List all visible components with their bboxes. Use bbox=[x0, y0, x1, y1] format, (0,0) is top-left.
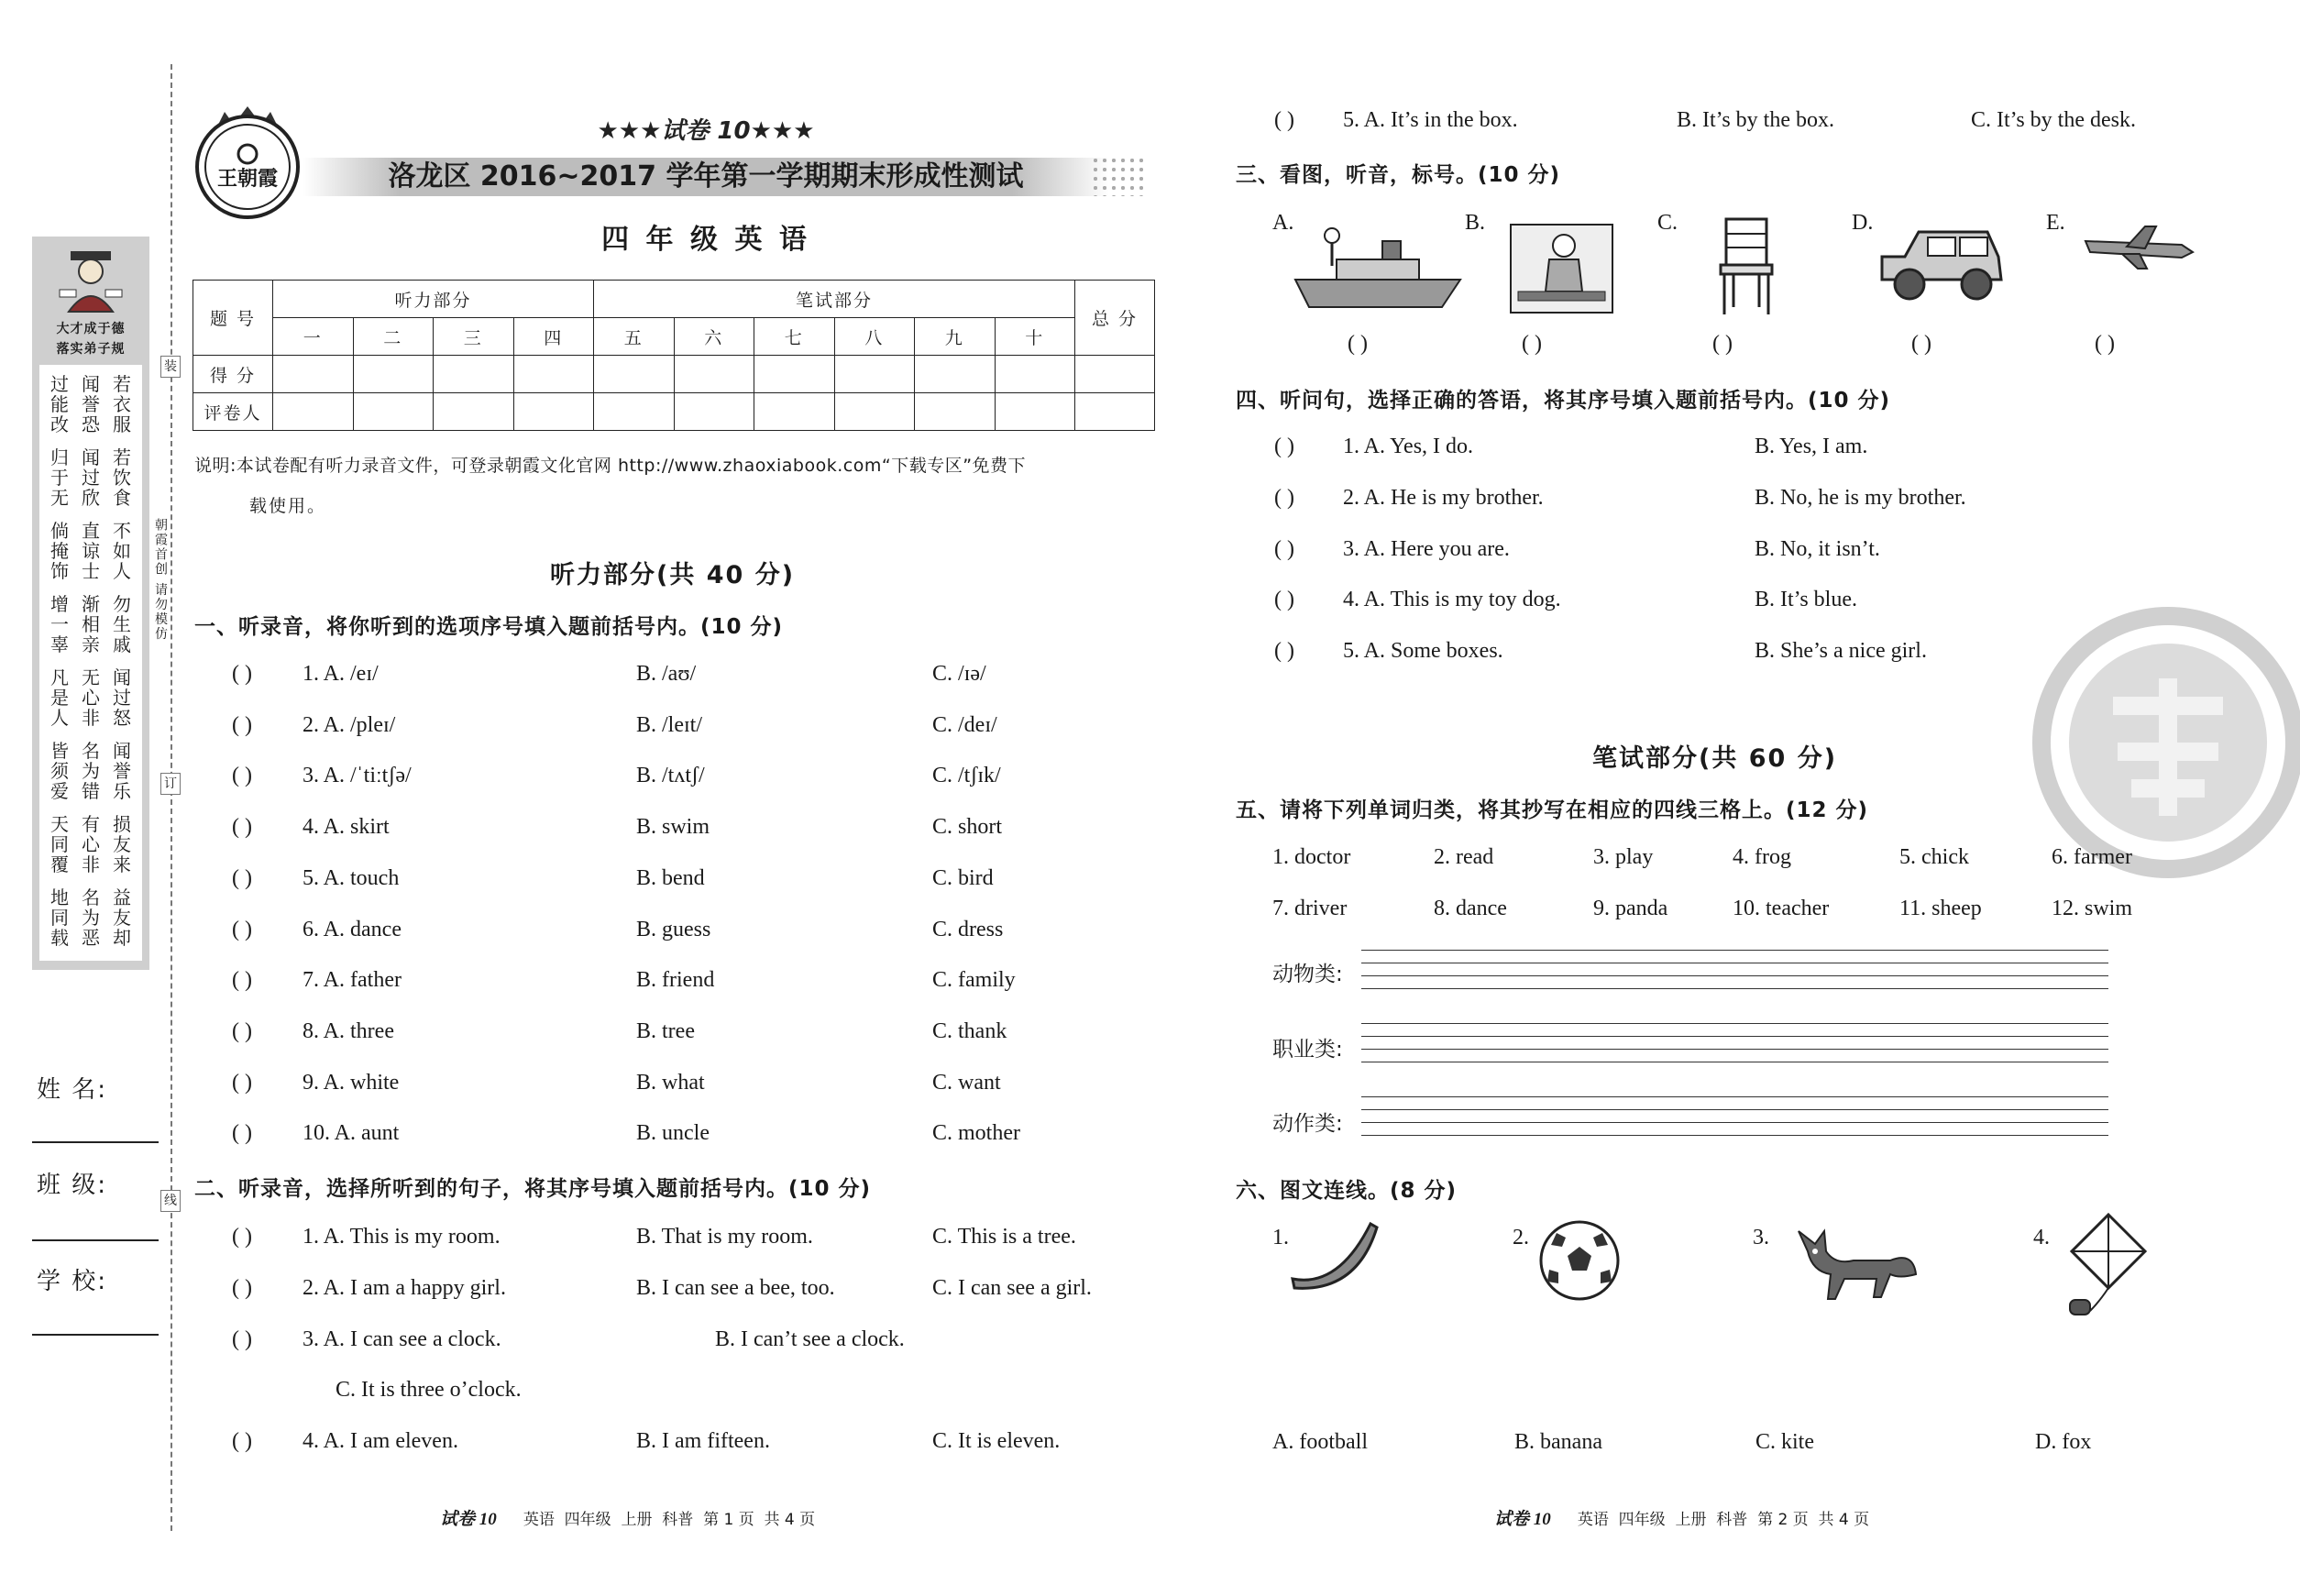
writing-part-label: 笔试部分 bbox=[594, 281, 1075, 318]
grader-cell[interactable] bbox=[353, 393, 434, 431]
subject-title: 四 年 级 英 语 bbox=[601, 224, 810, 256]
listening-header: 听力部分(共 40 分) bbox=[550, 561, 796, 589]
cut-mark-2 bbox=[160, 773, 181, 795]
s1-option-b: B. tree bbox=[636, 1019, 695, 1043]
s4-option-a: 4. A. This is my toy dog. bbox=[1343, 588, 1561, 611]
section3-title: 三、看图，听音，标号。(10 分) bbox=[1236, 163, 1561, 187]
motto-column: 凡是人 bbox=[50, 666, 69, 729]
scholar-figure bbox=[58, 249, 124, 314]
cut-mark-3 bbox=[160, 1190, 181, 1212]
motto-column: 天同覆 bbox=[50, 813, 69, 875]
category-jobs: 职业类: bbox=[1272, 1038, 1343, 1062]
s1-paren[interactable]: ( ) bbox=[232, 764, 252, 787]
s1-option-a: 9. A. white bbox=[303, 1071, 400, 1095]
grader-cell[interactable] bbox=[995, 393, 1075, 431]
s1-option-c: C. mother bbox=[932, 1121, 1020, 1145]
school-field[interactable] bbox=[32, 1334, 159, 1336]
motto-column: 名为错 bbox=[82, 740, 100, 802]
seal-note: 朝霞首创 请勿模仿 bbox=[153, 518, 168, 642]
s5-word: 11. sheep bbox=[1899, 897, 1982, 920]
col-header: 九 bbox=[915, 318, 996, 356]
col-header: 六 bbox=[674, 318, 754, 356]
s1-option-c: C. family bbox=[932, 968, 1016, 992]
writing-line[interactable] bbox=[1361, 1122, 2108, 1123]
score-cell[interactable] bbox=[273, 356, 354, 393]
cut-mark-text: 线 bbox=[164, 1194, 177, 1208]
plane-picture bbox=[2081, 225, 2195, 270]
col-header: 五 bbox=[594, 318, 675, 356]
score-cell[interactable] bbox=[1075, 356, 1155, 393]
s1-option-a: 5. A. touch bbox=[303, 866, 400, 890]
s4-option-b: B. No, he is my brother. bbox=[1755, 486, 1966, 510]
s1-paren[interactable]: ( ) bbox=[232, 815, 252, 839]
banner-line-1: 大才成于德 bbox=[56, 322, 126, 336]
s3-paren-e[interactable]: ( ) bbox=[2095, 332, 2115, 356]
s2-option-b-3: B. I can’t see a clock. bbox=[715, 1327, 905, 1351]
score-cell[interactable] bbox=[915, 356, 996, 393]
s2-option-c-4: C. It is eleven. bbox=[932, 1429, 1061, 1453]
s4-paren[interactable]: ( ) bbox=[1274, 588, 1294, 611]
score-cell[interactable] bbox=[594, 356, 675, 393]
s1-paren[interactable]: ( ) bbox=[232, 713, 252, 737]
s4-option-b: B. Yes, I am. bbox=[1755, 435, 1868, 458]
s2-option-b-2: B. I can see a bee, too. bbox=[636, 1276, 835, 1300]
s1-paren[interactable]: ( ) bbox=[232, 1071, 252, 1095]
s3-paren-c[interactable]: ( ) bbox=[1712, 332, 1733, 356]
col-header: 二 bbox=[353, 318, 434, 356]
footer-text: 英语 四年级 上册 科普 第 2 页 共 4 页 bbox=[1577, 1511, 1870, 1529]
s2-option-c-1: C. This is a tree. bbox=[932, 1225, 1076, 1249]
s1-option-c: C. want bbox=[932, 1071, 1001, 1095]
writing-line[interactable] bbox=[1361, 988, 2108, 989]
motto-column: 益友却 bbox=[113, 886, 131, 949]
s1-paren[interactable]: ( ) bbox=[232, 918, 252, 941]
s1-option-b: B. uncle bbox=[636, 1121, 710, 1145]
s6-number-4: 4. bbox=[2033, 1226, 2050, 1249]
s1-option-a: 7. A. father bbox=[303, 968, 402, 992]
teacher-picture bbox=[1509, 223, 1614, 314]
cut-mark-text: 装 bbox=[164, 359, 177, 374]
s4-option-b: B. It’s blue. bbox=[1755, 588, 1857, 611]
s5-word: 9. panda bbox=[1593, 897, 1668, 920]
s3-label-a: A. bbox=[1272, 211, 1294, 235]
s5-word: 5. chick bbox=[1899, 845, 1969, 869]
s6-word-d: D. fox bbox=[2035, 1430, 2092, 1454]
writing-line[interactable] bbox=[1361, 1096, 2108, 1097]
motto-column: 过能改 bbox=[50, 373, 69, 435]
logo-emblem bbox=[188, 103, 307, 222]
motto-column: 勿生戚 bbox=[113, 593, 131, 655]
s6-number-3: 3. bbox=[1753, 1226, 1769, 1249]
s3-paren-a[interactable]: ( ) bbox=[1348, 332, 1368, 356]
motto-column: 归于无 bbox=[50, 446, 69, 509]
s5-word: 8. dance bbox=[1434, 897, 1507, 920]
s2-option-c-5: C. It’s by the desk. bbox=[1971, 108, 2136, 132]
motto-column: 若衣服 bbox=[113, 373, 131, 435]
s6-word-c: C. kite bbox=[1755, 1430, 1814, 1454]
s1-paren[interactable]: ( ) bbox=[232, 1019, 252, 1043]
s4-option-a: 2. A. He is my brother. bbox=[1343, 486, 1544, 510]
motto-column: 增一辜 bbox=[50, 593, 69, 655]
s1-option-b: B. guess bbox=[636, 918, 711, 941]
s5-word: 12. swim bbox=[2052, 897, 2133, 920]
banner-line-2: 落实弟子规 bbox=[56, 342, 126, 357]
s5-word: 4. frog bbox=[1733, 845, 1791, 869]
s1-option-b: B. bend bbox=[636, 866, 705, 890]
s4-option-b: B. She’s a nice girl. bbox=[1755, 639, 1927, 663]
car-picture bbox=[1877, 225, 2006, 303]
s2-option-c-2: C. I can see a girl. bbox=[932, 1276, 1092, 1300]
score-cell[interactable] bbox=[513, 356, 594, 393]
motto-column: 倘掩饰 bbox=[50, 520, 69, 582]
s2-option-b-1: B. That is my room. bbox=[636, 1225, 813, 1249]
s1-option-a: 6. A. dance bbox=[303, 918, 402, 941]
name-field[interactable] bbox=[32, 1141, 159, 1143]
s2-option-a-1: 1. A. This is my room. bbox=[303, 1225, 501, 1249]
s1-option-b: B. /tʌtʃ/ bbox=[636, 764, 705, 787]
motto-column: 直谅士 bbox=[82, 520, 100, 582]
s1-option-b: B. /leɪt/ bbox=[636, 713, 702, 737]
category-actions: 动作类: bbox=[1272, 1112, 1343, 1136]
s3-label-e: E. bbox=[2046, 211, 2065, 235]
writing-line[interactable] bbox=[1361, 975, 2108, 976]
s4-paren[interactable]: ( ) bbox=[1274, 486, 1294, 510]
logo-text: 王朝霞 bbox=[216, 168, 278, 191]
footer-left bbox=[440, 1505, 815, 1530]
grader-cell[interactable] bbox=[513, 393, 594, 431]
s1-option-b: B. what bbox=[636, 1071, 705, 1095]
s2-option-c-3: C. It is three o’clock. bbox=[336, 1378, 522, 1402]
s5-word: 3. play bbox=[1593, 845, 1654, 869]
s1-option-a: 1. A. /eɪ/ bbox=[303, 662, 379, 686]
s6-number-2: 2. bbox=[1513, 1226, 1529, 1249]
school-label: 学 校: bbox=[37, 1268, 108, 1295]
grader-cell[interactable] bbox=[754, 393, 835, 431]
s4-option-a: 1. A. Yes, I do. bbox=[1343, 435, 1474, 458]
footer-text: 英语 四年级 上册 科普 第 1 页 共 4 页 bbox=[523, 1511, 816, 1529]
motto-column: 闻过怒 bbox=[113, 666, 131, 729]
s4-paren[interactable]: ( ) bbox=[1274, 435, 1294, 458]
dashed-cut-line bbox=[171, 64, 172, 1531]
s1-option-a: 10. A. aunt bbox=[303, 1121, 400, 1145]
banana-picture bbox=[1283, 1215, 1384, 1297]
s1-option-a: 3. A. /ˈtiːtʃə/ bbox=[303, 764, 412, 787]
s2-option-a-2: 2. A. I am a happy girl. bbox=[303, 1276, 506, 1300]
motto-column: 闻过欣 bbox=[82, 446, 100, 509]
s1-option-a: 4. A. skirt bbox=[303, 815, 390, 839]
s6-word-b: B. banana bbox=[1514, 1430, 1602, 1454]
chair-picture bbox=[1717, 215, 1777, 318]
s1-option-c: C. short bbox=[932, 815, 1003, 839]
s3-label-b: B. bbox=[1465, 211, 1486, 235]
writing-line[interactable] bbox=[1361, 1036, 2108, 1037]
s2-option-a-4: 4. A. I am eleven. bbox=[303, 1429, 458, 1453]
s1-option-a: 2. A. /pleɪ/ bbox=[303, 713, 396, 737]
s2-paren-3[interactable]: ( ) bbox=[232, 1327, 252, 1351]
s1-option-c: C. /tʃɪk/ bbox=[932, 764, 1001, 787]
row-label-score: 得 分 bbox=[193, 356, 273, 393]
kite-picture bbox=[2053, 1210, 2163, 1320]
s1-option-b: B. friend bbox=[636, 968, 715, 992]
col-header: 八 bbox=[834, 318, 915, 356]
score-cell[interactable] bbox=[834, 356, 915, 393]
s3-label-d: D. bbox=[1852, 211, 1874, 235]
motto-column: 有心非 bbox=[82, 813, 100, 875]
score-cell[interactable] bbox=[754, 356, 835, 393]
s4-option-a: 5. A. Some boxes. bbox=[1343, 639, 1503, 663]
grader-cell[interactable] bbox=[674, 393, 754, 431]
name-label: 姓 名: bbox=[37, 1076, 108, 1104]
section5-title: 五、请将下列单词归类，将其抄写在相应的四线三格上。(12 分) bbox=[1236, 798, 1869, 822]
s3-label-c: C. bbox=[1657, 211, 1678, 235]
s2-paren-1[interactable]: ( ) bbox=[232, 1225, 252, 1249]
section2-title: 二、听录音，选择所听到的句子，将其序号填入题前括号内。(10 分) bbox=[194, 1177, 872, 1201]
motto-column: 地同载 bbox=[50, 886, 69, 949]
row-label-grader: 评卷人 bbox=[193, 393, 273, 431]
paper-badge: ★★★试卷 10★★★ bbox=[597, 117, 815, 145]
s1-paren[interactable]: ( ) bbox=[232, 968, 252, 992]
s1-option-c: C. /ɪə/ bbox=[932, 662, 986, 686]
col-header: 三 bbox=[434, 318, 514, 356]
s1-option-c: C. dress bbox=[932, 918, 1004, 941]
note-line-2: 载使用。 bbox=[249, 496, 327, 516]
col-header: 十 bbox=[995, 318, 1075, 356]
score-cell[interactable] bbox=[434, 356, 514, 393]
score-cell[interactable] bbox=[995, 356, 1075, 393]
s4-paren[interactable]: ( ) bbox=[1274, 537, 1294, 561]
motto-column: 无心非 bbox=[82, 666, 100, 729]
total-label: 总 分 bbox=[1075, 281, 1155, 356]
listening-part-label: 听力部分 bbox=[273, 281, 594, 318]
s5-word: 10. teacher bbox=[1733, 897, 1830, 920]
s1-option-b: B. swim bbox=[636, 815, 710, 839]
s6-word-a: A. football bbox=[1272, 1430, 1368, 1454]
motto-column: 损友来 bbox=[113, 813, 131, 875]
footer-right bbox=[1494, 1505, 1869, 1530]
motto-column: 名为恶 bbox=[82, 886, 100, 949]
writing-line[interactable] bbox=[1361, 1135, 2108, 1136]
s5-word: 2. read bbox=[1434, 845, 1494, 869]
s6-number-1: 1. bbox=[1272, 1226, 1289, 1249]
writing-line[interactable] bbox=[1361, 1049, 2108, 1050]
grader-cell[interactable] bbox=[1075, 393, 1155, 431]
grader-cell[interactable] bbox=[273, 393, 354, 431]
writing-line[interactable] bbox=[1361, 950, 2108, 951]
s2-paren-5[interactable]: ( ) bbox=[1274, 108, 1294, 132]
s3-paren-d[interactable]: ( ) bbox=[1911, 332, 1931, 356]
s1-paren[interactable]: ( ) bbox=[232, 662, 252, 686]
motto-column: 皆须爱 bbox=[50, 740, 69, 802]
col-header: 七 bbox=[754, 318, 835, 356]
section6-title: 六、图文连线。(8 分) bbox=[1236, 1179, 1458, 1203]
col-header: 一 bbox=[273, 318, 354, 356]
s5-word: 7. driver bbox=[1272, 897, 1348, 920]
cut-mark-text: 订 bbox=[164, 776, 177, 791]
exam-title: 洛龙区 2016~2017 学年第一学期期末形成性测试 bbox=[388, 160, 1024, 193]
secret-stamp-icon bbox=[2030, 605, 2300, 880]
s1-option-c: C. /deɪ/ bbox=[932, 713, 997, 737]
grader-cell[interactable] bbox=[434, 393, 514, 431]
score-cell[interactable] bbox=[353, 356, 434, 393]
s1-option-c: C. thank bbox=[932, 1019, 1007, 1043]
s2-option-a-3: 3. A. I can see a clock. bbox=[303, 1327, 501, 1351]
motto-text-box bbox=[39, 365, 142, 961]
s1-paren[interactable]: ( ) bbox=[232, 866, 252, 890]
grader-cell[interactable] bbox=[834, 393, 915, 431]
s2-option-a-5: 5. A. It’s in the box. bbox=[1343, 108, 1518, 132]
ship-picture bbox=[1291, 225, 1465, 312]
motto-panel bbox=[32, 237, 149, 970]
s1-paren[interactable]: ( ) bbox=[232, 1121, 252, 1145]
s2-option-b-5: B. It’s by the box. bbox=[1677, 108, 1834, 132]
motto-column: 渐相亲 bbox=[82, 593, 100, 655]
writing-line[interactable] bbox=[1361, 1109, 2108, 1110]
fox-picture bbox=[1789, 1224, 1918, 1306]
grader-cell[interactable] bbox=[915, 393, 996, 431]
s4-paren[interactable]: ( ) bbox=[1274, 639, 1294, 663]
motto-column: 闻誉乐 bbox=[113, 740, 131, 802]
s2-paren-4[interactable]: ( ) bbox=[232, 1429, 252, 1453]
motto-column: 不如人 bbox=[113, 520, 131, 582]
category-animals: 动物类: bbox=[1272, 963, 1343, 986]
s4-option-b: B. No, it isn’t. bbox=[1755, 537, 1880, 561]
s1-option-a: 8. A. three bbox=[303, 1019, 394, 1043]
s5-word: 1. doctor bbox=[1272, 845, 1351, 869]
score-table bbox=[193, 280, 1155, 431]
motto-column: 若饮食 bbox=[113, 446, 131, 509]
football-picture bbox=[1538, 1219, 1621, 1302]
s4-option-a: 3. A. Here you are. bbox=[1343, 537, 1510, 561]
score-cell[interactable] bbox=[674, 356, 754, 393]
cut-mark-1 bbox=[160, 356, 181, 378]
footer-badge: 试卷 10 bbox=[1494, 1510, 1551, 1529]
writing-header: 笔试部分(共 60 分) bbox=[1592, 744, 1838, 773]
s5-word: 6. farmer bbox=[2052, 845, 2132, 869]
grader-cell[interactable] bbox=[594, 393, 675, 431]
s2-paren-2[interactable]: ( ) bbox=[232, 1276, 252, 1300]
binding-margin bbox=[0, 0, 177, 1596]
s1-option-b: B. /aʊ/ bbox=[636, 662, 697, 686]
s3-paren-b[interactable]: ( ) bbox=[1522, 332, 1542, 356]
note-line-1: 说明:本试卷配有听力录音文件，可登录朝霞文化官网 http://www.zhaoxiabook.com“下载专区”免费下 bbox=[194, 456, 1027, 476]
col-header: 四 bbox=[513, 318, 594, 356]
footer-badge: 试卷 10 bbox=[440, 1510, 497, 1529]
motto-column: 闻誉恐 bbox=[82, 373, 100, 435]
section4-title: 四、听问句，选择正确的答语，将其序号填入题前括号内。(10 分) bbox=[1236, 389, 1891, 413]
writing-line[interactable] bbox=[1361, 1023, 2108, 1024]
section1-title: 一、听录音，将你听到的选项序号填入题前括号内。(10 分) bbox=[194, 615, 784, 639]
class-label: 班 级: bbox=[37, 1172, 108, 1199]
s1-option-c: C. bird bbox=[932, 866, 994, 890]
class-field[interactable] bbox=[32, 1239, 159, 1241]
s2-option-b-4: B. I am fifteen. bbox=[636, 1429, 770, 1453]
row-label-number: 题 号 bbox=[193, 281, 273, 356]
